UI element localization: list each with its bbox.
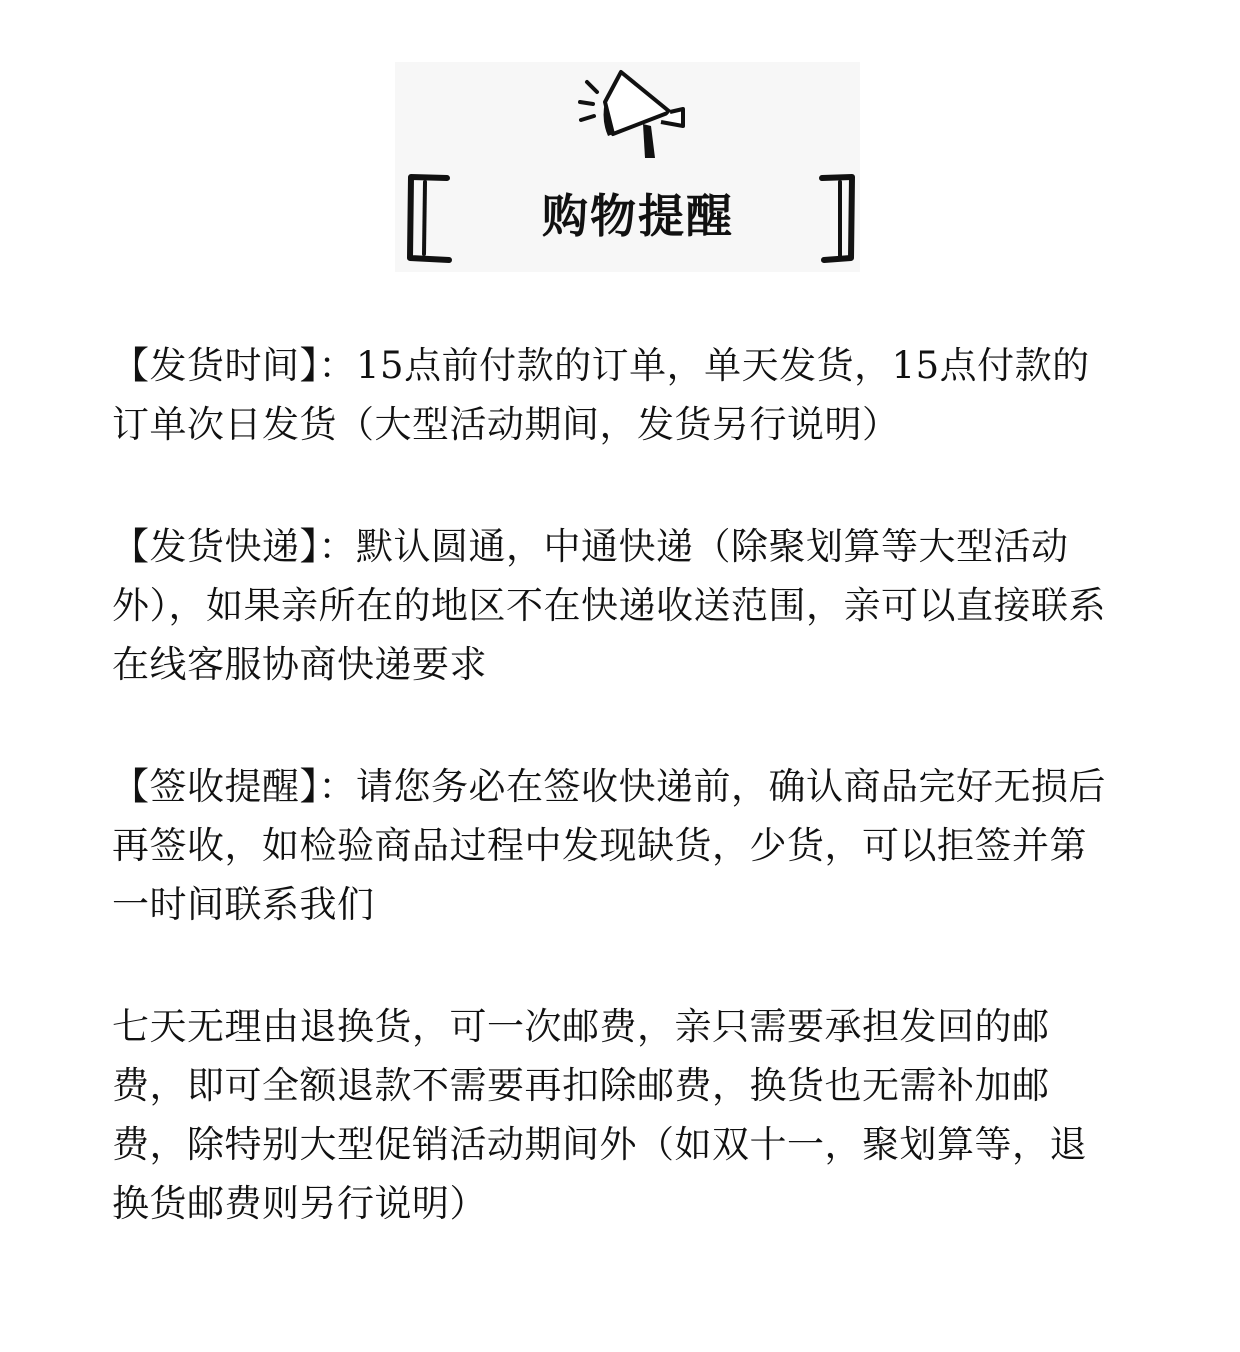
shipping-time-section	[112, 336, 1117, 454]
section-label: 【发货时间】：	[112, 344, 356, 387]
left-bracket-decoration	[405, 172, 453, 264]
signing-reminder-section	[112, 757, 1117, 934]
section-label: 【签收提醒】：	[112, 765, 356, 808]
return-policy-section	[112, 997, 1117, 1233]
section-text: 默认圆通，中通快递（除聚划算等大型活动外），如果亲所在的地区不在快递收送范围，亲可以直接联系在线客服协商快递要求	[112, 525, 1106, 686]
page-title: 购物提醒	[542, 189, 734, 243]
section-text: 七天无理由退换货，可一次邮费，亲只需要承担发回的邮费，即可全额退款不需要再扣除邮费，换货也无需补加邮费，除特别大型促销活动期间外（如双十一，聚划算等，退换货邮费则另行说明）	[112, 1005, 1087, 1225]
section-label: 【发货快递】：	[112, 525, 356, 568]
section-text: 15点前付款的订单，单天发货，15点付款的订单次日发货（大型活动期间，发货另行说明）	[112, 344, 1090, 446]
section-text: 请您务必在签收快递前，确认商品完好无损后再签收，如检验商品过程中发现缺货，少货，可以拒签并第一时间联系我们	[112, 765, 1106, 926]
right-bracket-decoration	[818, 172, 860, 264]
megaphone-icon	[575, 64, 690, 164]
courier-section	[112, 517, 1117, 694]
